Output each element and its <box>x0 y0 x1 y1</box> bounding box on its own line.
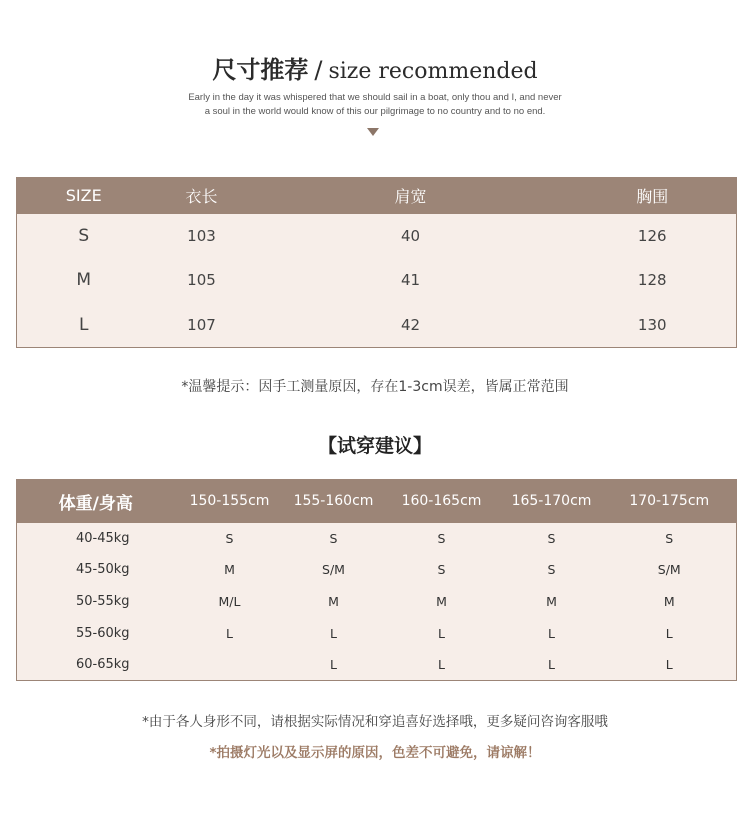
fit-cell: M <box>328 593 339 609</box>
fit-header-height: 155-160cm <box>293 493 374 510</box>
weight-cell: 55-60kg <box>76 625 130 641</box>
fit-cell: S <box>437 562 446 578</box>
subtitle-line-1: Early in the day it was whispered that we should sail in a boat, only thou and I, and never <box>188 92 562 103</box>
fit-cell <box>175 649 285 681</box>
size-header-size: SIZE <box>65 186 102 206</box>
table-row <box>17 617 737 649</box>
length-cell: 107 <box>187 315 216 334</box>
title-cn: 尺寸推荐 <box>212 56 309 84</box>
fit-header-weight-height: 体重/身高 <box>58 493 133 514</box>
table-row <box>17 523 737 555</box>
fit-cell: M <box>546 593 557 609</box>
fit-cell: L <box>665 625 673 641</box>
length-cell: 105 <box>187 271 216 289</box>
fit-cell: S <box>665 530 674 546</box>
fit-cell: S <box>547 562 556 578</box>
fit-cell: L <box>330 625 337 641</box>
chest-cell: 128 <box>637 271 667 289</box>
fit-cell: L <box>548 656 555 672</box>
subtitle-line-2: a soul in the world would know of this our pilgrimage to no country and to no end. <box>204 106 546 117</box>
table-row <box>17 214 737 258</box>
fit-cell: L <box>438 656 445 672</box>
shoulder-cell: 40 <box>400 226 421 245</box>
size-cell: S <box>78 225 90 246</box>
size-header-length: 衣长 <box>185 187 218 207</box>
chest-cell: 126 <box>637 226 667 245</box>
fit-cell: L <box>226 625 233 641</box>
page-title <box>0 50 750 85</box>
fit-cell: L <box>438 625 445 641</box>
subtitle <box>0 91 750 119</box>
triangle-down-icon <box>367 128 379 136</box>
weight-cell: 45-50kg <box>76 562 130 578</box>
measurement-note: *温馨提示：因手工测量原因，存在1-3cm误差，皆属正常范围 <box>181 379 569 395</box>
fit-cell: L <box>665 656 673 672</box>
table-row <box>17 649 737 681</box>
fit-cell: S/M <box>657 562 681 578</box>
fit-header-height: 150-155cm <box>189 493 270 510</box>
fit-header-height: 165-170cm <box>511 493 592 510</box>
fit-cell: L <box>330 656 337 672</box>
fit-heading: 【试穿建议】 <box>317 435 432 457</box>
title-en: size recommended <box>328 59 538 84</box>
fit-table-header <box>17 480 737 523</box>
table-row <box>17 554 737 586</box>
title-separator: / <box>314 56 323 84</box>
fit-cell: M <box>224 562 235 578</box>
chest-cell: 130 <box>637 315 667 334</box>
weight-cell: 40-45kg <box>76 530 130 546</box>
fit-cell: M <box>436 593 447 609</box>
length-cell: 103 <box>187 226 216 245</box>
table-row <box>17 258 737 303</box>
shoulder-cell: 42 <box>400 315 421 334</box>
fit-cell: L <box>548 625 555 641</box>
weight-cell: 50-55kg <box>76 593 130 609</box>
size-table <box>16 177 737 348</box>
size-cell: L <box>79 314 89 335</box>
fit-cell: S <box>437 530 446 546</box>
fit-cell: S <box>547 530 556 546</box>
fit-header-height: 160-165cm <box>401 493 482 510</box>
fit-header-height: 170-175cm <box>629 493 710 510</box>
table-row <box>17 586 737 618</box>
weight-cell: 60-65kg <box>76 656 130 672</box>
choice-note: *由于各人身形不同，请根据实际情况和穿追喜好选择哦，更多疑问咨询客服哦 <box>142 714 608 730</box>
size-header-chest: 胸围 <box>636 187 669 207</box>
fit-cell: S <box>225 530 234 546</box>
fit-cell: S <box>329 530 338 546</box>
fit-cell: M <box>663 593 675 609</box>
fit-cell: S/M <box>322 562 345 578</box>
size-cell: M <box>76 270 92 290</box>
shoulder-cell: 41 <box>400 271 421 289</box>
size-table-header <box>17 178 737 214</box>
table-row <box>17 303 737 348</box>
size-header-shoulder: 肩宽 <box>394 187 427 207</box>
color-note: *拍摄灯光以及显示屏的原因，色差不可避免，请谅解！ <box>209 745 541 761</box>
fit-cell: M/L <box>218 593 241 609</box>
fit-table <box>16 479 737 681</box>
